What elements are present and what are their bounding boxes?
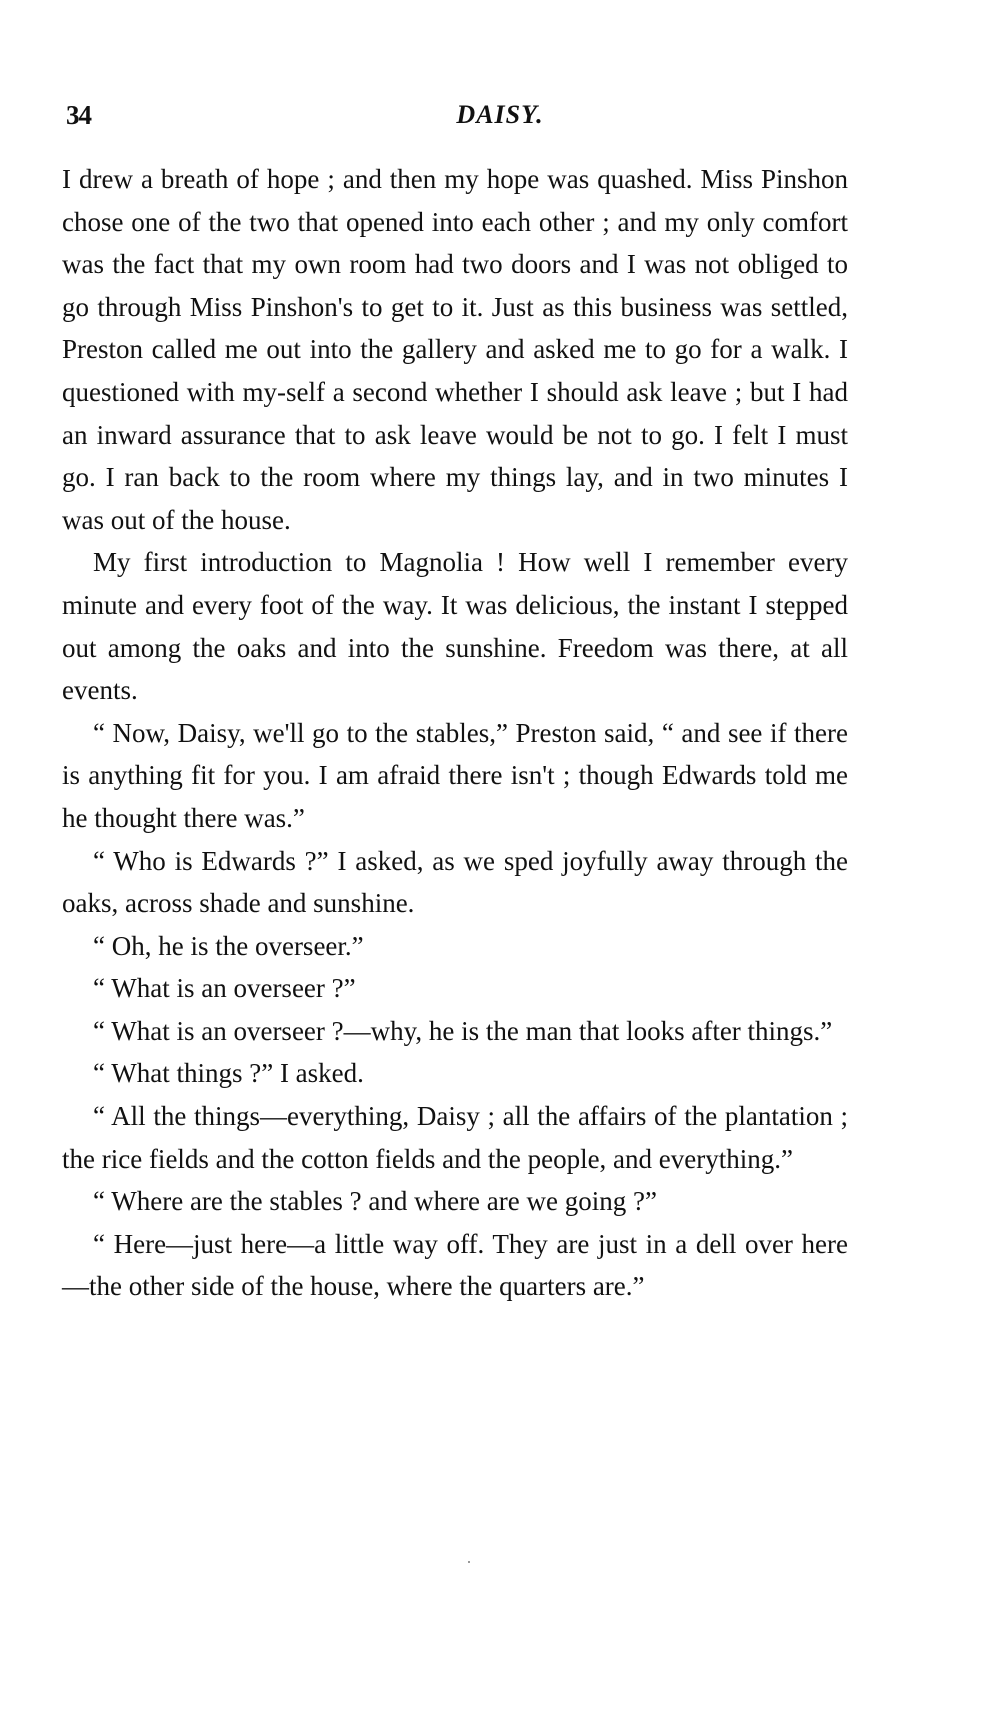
paragraph-2: My first introduction to Magnolia ! How well I remember every minute and every foot of the way. It was delicious, the instant I stepped out among the oaks and into the sunshine. Freedom was there, at all events. <box>62 547 848 706</box>
paragraph-9: “ All the things—everything, Daisy ; all the affairs of the plantation ; the rice fields and the cotton fields and the people, and everything.” <box>62 1101 848 1174</box>
page-number: 34 <box>66 100 91 130</box>
paragraph-10: “ Where are the stables ? and where are we going ?” <box>93 1186 657 1217</box>
paragraph-8: “ What things ?” I asked. <box>93 1058 364 1089</box>
paragraph-5: “ Oh, he is the overseer.” <box>93 930 364 961</box>
paragraph-11: “ Here—just here—a little way off. They are just in a dell over here—the other side of the house, where the quarters are.” <box>62 1228 848 1302</box>
scan-speck <box>468 1561 470 1563</box>
paragraph-6: “ What is an overseer ?” <box>93 973 356 1004</box>
paragraph-4: “ Who is Edwards ?” I asked, as we sped joyfully away through the oaks, across shade and sunshine. <box>62 845 848 919</box>
running-head <box>62 100 938 140</box>
paragraph-1: I drew a breath of hope ; and then my hope was quashed. Miss Pinshon chose one of the two that opened into each other ; and my only comfort was the fact that my own room had two doors and I was not obliged to go through Miss Pinshon's to get to it. Just as this business was settled, Preston called me out into the gallery and asked me to go for a walk. I questioned with my-self a second whether I should ask leave ; but I had an inward assurance that to ask leave would be not to go. I felt I must go. I ran back to the room where my things lay, and in two minutes I was out of the house. <box>62 164 848 535</box>
paragraph-3: “ Now, Daisy, we'll go to the stables,” Preston said, “ and see if there is anything fit for you. I am afraid there isn't ; though Edwards told me he thought there was.” <box>62 717 848 833</box>
paragraph-7: “ What is an overseer ?—why, he is the man that looks after things.” <box>93 1015 833 1046</box>
body-text <box>62 158 848 1308</box>
running-title: DAISY. <box>456 100 544 129</box>
